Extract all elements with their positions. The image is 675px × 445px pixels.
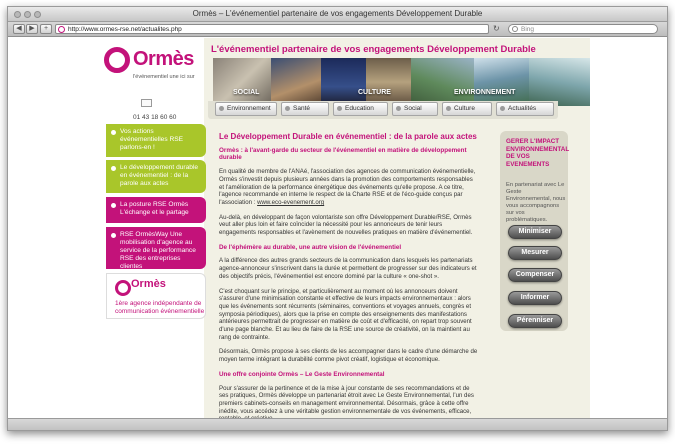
banner-label-social: SOCIAL — [233, 89, 260, 96]
title-bar — [8, 7, 667, 22]
article-paragraph: Pour s'assurer de la pertinence et de la mise à jour constante de ses recommandations et de ses pratiques, Ormès développe un partenariat étroit avec Le Geste Environnemental, l'un des premiers cabinets-conseils en management environnemental. Désormais, grâce à cette offre inédite, vous accédez à une véritable gestion environnementale de vos événements, efficace, — [219, 384, 474, 415]
banner-label-culture: CULTURE — [358, 89, 391, 96]
impact-panel-title: GERER L'IMPACT ENVIRONNEMENTAL DE VOS EVENEMENTS — [506, 138, 570, 168]
article-paragraph: Désormais, Ormès propose à ses clients de les accompagner dans le cadre d'une démarche de moyen terme intégrant la durabilité comme pivot créatif, logistique et économique. — [219, 348, 478, 364]
nav-bullet-icon — [446, 106, 451, 111]
mail-icon[interactable] — [141, 99, 152, 107]
impact-panel — [500, 131, 568, 331]
favicon-icon — [58, 26, 65, 33]
sidebar-bullet-icon — [111, 166, 116, 171]
logo-name: Ormès — [133, 48, 194, 70]
reload-icon[interactable]: ↻ — [493, 24, 500, 33]
nav-actualites[interactable]: Actualités — [496, 102, 554, 116]
browser-toolbar — [8, 22, 667, 37]
sidebar-bullet-icon — [111, 233, 116, 238]
article-title: Le Développement Durable en événementiel : de la parole aux actes — [219, 132, 477, 141]
search-field[interactable] — [508, 24, 658, 34]
sidebar-item-posture-rse[interactable]: La posture RSE Ormès L'échange et le partage — [106, 197, 206, 223]
status-bar — [8, 418, 667, 430]
nav-environnement[interactable]: Environnement — [215, 102, 277, 116]
banner-photo-env-1 — [411, 58, 474, 106]
article-subtitle-1: Ormès : à l'avant-garde du secteur de l'événementiel en matière de développement durable — [219, 146, 467, 162]
logo-tagline: l'événementiel une ici sur — [133, 74, 195, 80]
search-placeholder: Bing — [521, 26, 535, 33]
site-headline: L'événementiel partenaire de vos engagements Développement Durable — [211, 44, 536, 55]
banner-photo-env-3 — [529, 58, 590, 106]
sidebar-bullet-icon — [111, 203, 116, 208]
address-bar[interactable] — [55, 24, 489, 34]
page-viewport — [8, 38, 667, 418]
main-nav — [208, 101, 558, 119]
nav-bullet-icon — [396, 106, 401, 111]
nav-social[interactable]: Social — [392, 102, 438, 116]
article-paragraph: Au-delà, en développant de façon volontariste son offre Développement Durable/RSE, Ormès veut aller plus loin et faire coïncider la nécessité pour les annonceurs de tenir leurs engagements responsables et l'avènement de nouvelles pratiques en matière d'événementiel. — [219, 213, 473, 237]
promo-logo-name: Ormès — [131, 278, 166, 290]
impact-panel-subtitle: En partenariat avec Le Geste Environnemental, nous vous accompagnons sur vos problématiques. — [506, 182, 566, 223]
banner-photo-env-2 — [454, 58, 529, 106]
promo-logo-ring — [115, 280, 131, 296]
nav-bullet-icon — [285, 106, 290, 111]
phone-number: 01 43 18 60 60 — [133, 114, 177, 121]
back-icon[interactable]: ◀ — [13, 24, 25, 34]
banner-photo-culture-2 — [358, 58, 411, 106]
address-text: http://www.ormes-rse.net/actualites.php — [68, 26, 182, 33]
article-paragraph: A la différence des autres grands secteurs de la communication dans lesquels les partenariats agence-annonceur s'inscrivent dans la durée et permettent de progresser sur des indicateurs et des objectifs précis, l'événementiel est encore dominé par la culture « one-shot ». — [219, 257, 477, 280]
search-icon — [512, 26, 518, 32]
article — [219, 133, 479, 430]
promo-text: 1ère agence indépendante de communication événementielle — [115, 300, 205, 315]
sidebar-promo[interactable] — [106, 273, 206, 319]
informer-button[interactable]: Informer — [508, 291, 562, 305]
sidebar-bullet-icon — [111, 130, 116, 135]
banner-photo-culture-1 — [321, 58, 366, 106]
sidebar-item-ormesway[interactable]: RSE OrmèsWay Une mobilisation d'agence au service de la performance RSE des entreprises clientes — [106, 227, 206, 269]
add-icon[interactable]: + — [40, 24, 52, 34]
mesurer-button[interactable]: Mesurer — [508, 246, 562, 260]
banner-label-environnement: ENVIRONNEMENT — [454, 89, 516, 96]
nav-education[interactable]: Education — [333, 102, 388, 116]
article-subtitle-3: Une offre conjointe Ormès – Le Geste Environnemental — [219, 370, 385, 378]
logo-ring — [104, 47, 130, 73]
forward-icon[interactable]: ▶ — [26, 24, 38, 34]
banner-photo-social-2 — [233, 58, 321, 106]
eco-evenement-link[interactable]: www.eco-evenement.org — [257, 198, 325, 206]
article-paragraph: En qualité de membre de l'ANAé, l'association des agences de communication événementielle, Ormès s'investit depuis plusieurs années dans la promotion des comportements responsables et l'amélioration de la performance énergétique des événements qu'elle propose. A ce titre, l'agence recommande en interne le respect de la Charte RSE et de l'éco-guide conçus par l'association : www.eco-evenement.org — [219, 168, 476, 206]
browser-window — [7, 6, 668, 431]
window-title: Ormès – L'événementiel partenaire de vos engagements Développement Durable — [192, 9, 483, 18]
nav-sante[interactable]: Santé — [281, 102, 329, 116]
perenniser-button[interactable]: Pérenniser — [508, 314, 562, 328]
sidebar-item-developpement-durable[interactable]: Le développement durable en événementiel : de la parole aux actes — [106, 160, 206, 193]
nav-bullet-icon — [219, 106, 224, 111]
nav-bullet-icon — [337, 106, 342, 111]
article-subtitle-2: De l'éphémère au durable, une autre vision de l'événementiel — [219, 243, 402, 251]
banner-photo-social-1 — [213, 58, 271, 106]
compenser-button[interactable]: Compenser — [508, 268, 562, 282]
header-banner — [213, 58, 590, 106]
nav-culture[interactable]: Culture — [442, 102, 492, 116]
article-paragraph: C'est choquant sur le principe, et particulièrement au moment où les annonceurs doivent s'assurer d'une minimisation constante et effective de leurs impacts environnementaux : alors que les événements sont récurrents (séminaires, conventions et voyages annuels, congrès et symposia périodiques), alors que la prise en compte des enseignements des manifestations antérieures permettrait de progresser en matière de coût et d'efficacité, on repart trop souvent d'une page blanche. Et au lieu de faire de la RSE une source de créativité, on la maintient au rang de contrainte. — [219, 287, 472, 341]
sidebar-item-actions-rse[interactable]: Vos actions événementielles RSE parlons-en ! — [106, 124, 206, 157]
minimiser-button[interactable]: Minimiser — [508, 225, 562, 239]
nav-bullet-icon — [500, 106, 505, 111]
site-logo[interactable] — [102, 43, 209, 109]
